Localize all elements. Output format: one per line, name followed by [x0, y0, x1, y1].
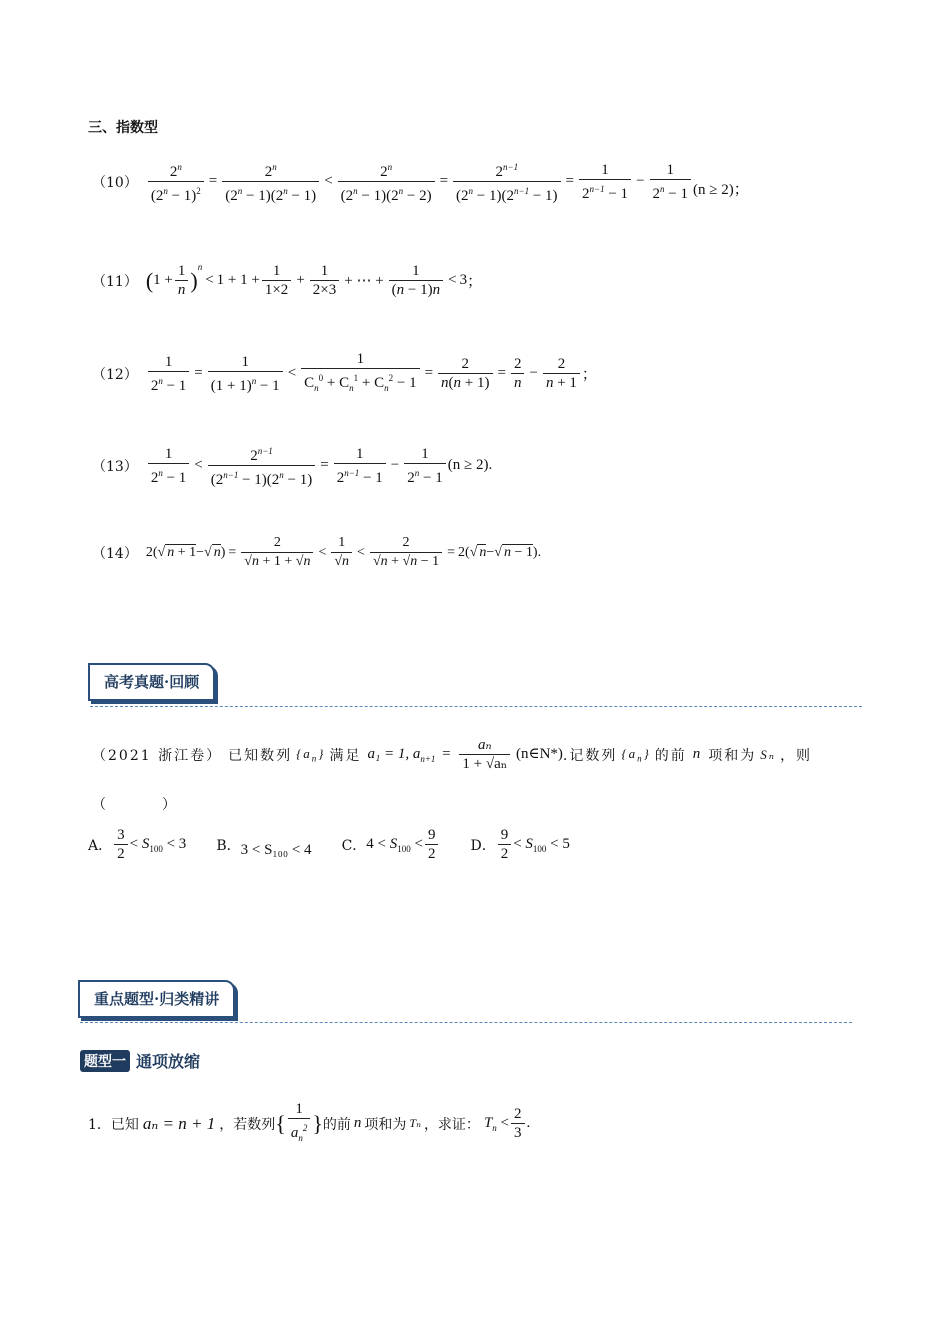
an-definition: aₙ = n + 1: [142, 1113, 216, 1133]
section-tab-key-types: 重点题型·归类精讲: [78, 980, 235, 1018]
question-text: 满足: [329, 747, 362, 764]
sequence-a: $\{a_n\}$: [296, 745, 326, 764]
formula-tail: ；: [581, 367, 597, 383]
type-title: 通项放缩: [136, 1052, 201, 1071]
options-row: A． $\frac{3}{2}$ < $S_{100} < 3$ B． 3 < S₁₀₀ < 4 C． $4 < S_{100}$ < $\frac{9}{2}$ D． $\frac{9}{2}$ < $S_{100} < 5$: [88, 827, 570, 862]
formula-label: （13）: [92, 458, 138, 475]
problem-number: 1．: [88, 1116, 111, 1133]
sequence-a: $\{a_n\}$: [621, 745, 651, 764]
formula-tail: (n ≥ 2).: [447, 457, 493, 473]
section-heading: 三、指数型: [88, 120, 158, 136]
option-label: C．: [341, 837, 367, 854]
var-s: Sₙ: [760, 746, 777, 762]
question-text: ，则: [780, 747, 813, 764]
section-tab-real-exam: 高考真题·回顾: [88, 663, 215, 701]
option-label: A．: [88, 837, 113, 854]
formula-label: （14）: [92, 545, 138, 562]
question-source: （2021 浙江卷）: [92, 747, 223, 764]
problem-1: 1． 已知 aₙ = n + 1 ，若数列 { $\frac{1}{a_n^2}$ } 的前 n 项和为 Tₙ ，求证： $T_n$ < $\frac{2}{3}$ .: [88, 1100, 530, 1147]
divider: [80, 1022, 852, 1023]
question-text: 已知数列: [228, 747, 293, 764]
formula-13: （13） $\frac{1}{2^n - 1}$ < $\frac{2^{n-1}}{(2^{n-1} - 1)(2^n - 1)}$ = $\frac{1}{2^{n-1} - 1}$ − $\frac{1}{2^n - 1}$ (n ≥ 2).: [92, 445, 493, 488]
recurrence: a₁ = 1, $a_{n+1}$ = $\frac{\text{aₙ}}{\text{1 + √aₙ}}$ (n∈N*): [367, 737, 563, 772]
formula-tail: .: [537, 544, 542, 560]
question-text: 项和为: [708, 747, 757, 764]
formula-label: （12）: [92, 366, 138, 383]
answer-blank: （ ）: [92, 797, 176, 813]
formula-tail: (n ≥ 2)；: [693, 182, 749, 198]
formula-10: （10） $\frac{2^n}{(2^n - 1)^2}$ = $\frac{2^n}{(2^n - 1)(2^n - 1)}$ < $\frac{2^n}{(2^n - 1)(2^n - 2)}$ = $\frac{2^{n-1}}{(2^n - 1)(2^{n-1} - 1)}$ = $\frac{1}{2^{n-1} - 1}$ − $\frac{1}{2^n - 1}$ (n ≥ 2)；: [92, 161, 749, 204]
divider: [90, 706, 862, 707]
option-label: D．: [470, 837, 496, 854]
formula-label: （11）: [92, 273, 138, 290]
question-text: 的前: [654, 747, 687, 764]
question-text: .记数列: [562, 747, 618, 764]
type-heading: [80, 1049, 200, 1072]
option-label: B．: [216, 837, 241, 854]
formula-label: （10）: [92, 174, 138, 191]
exam-question: [92, 736, 867, 773]
type-badge: 题型一: [80, 1050, 130, 1072]
formula-tail: ；: [467, 274, 483, 290]
formula-12: （12） $\frac{1}{2^n - 1}$ = $\frac{1}{(1 + 1)^n - 1}$ < $\frac{1}{C_n^0 + C_n^1 + C_n^2 - 1}$ = $\frac{2}{n(n + 1)}$ = $\frac{2}{n}$ − $\frac{2}{n + 1}$ ；: [92, 350, 597, 397]
formula-14: （14） 2( √ n + 1 − √ n ) = 2 √ n + 1 + √ n < 1 √ n < 2 √ n + √ n − 1 = 2( √ n − √ n − 1 ) .: [92, 534, 541, 571]
formula-11: （11） ( 1 + $\frac{1}{n}$ ) $^n$ < 1 + 1 + $\frac{1}{1\times 2}$ + $\frac{1}{2\times 3}$ + ⋯ + $\frac{1}{(n - 1)n}$ < 3 ；: [92, 262, 483, 298]
var-n: n: [692, 746, 703, 762]
